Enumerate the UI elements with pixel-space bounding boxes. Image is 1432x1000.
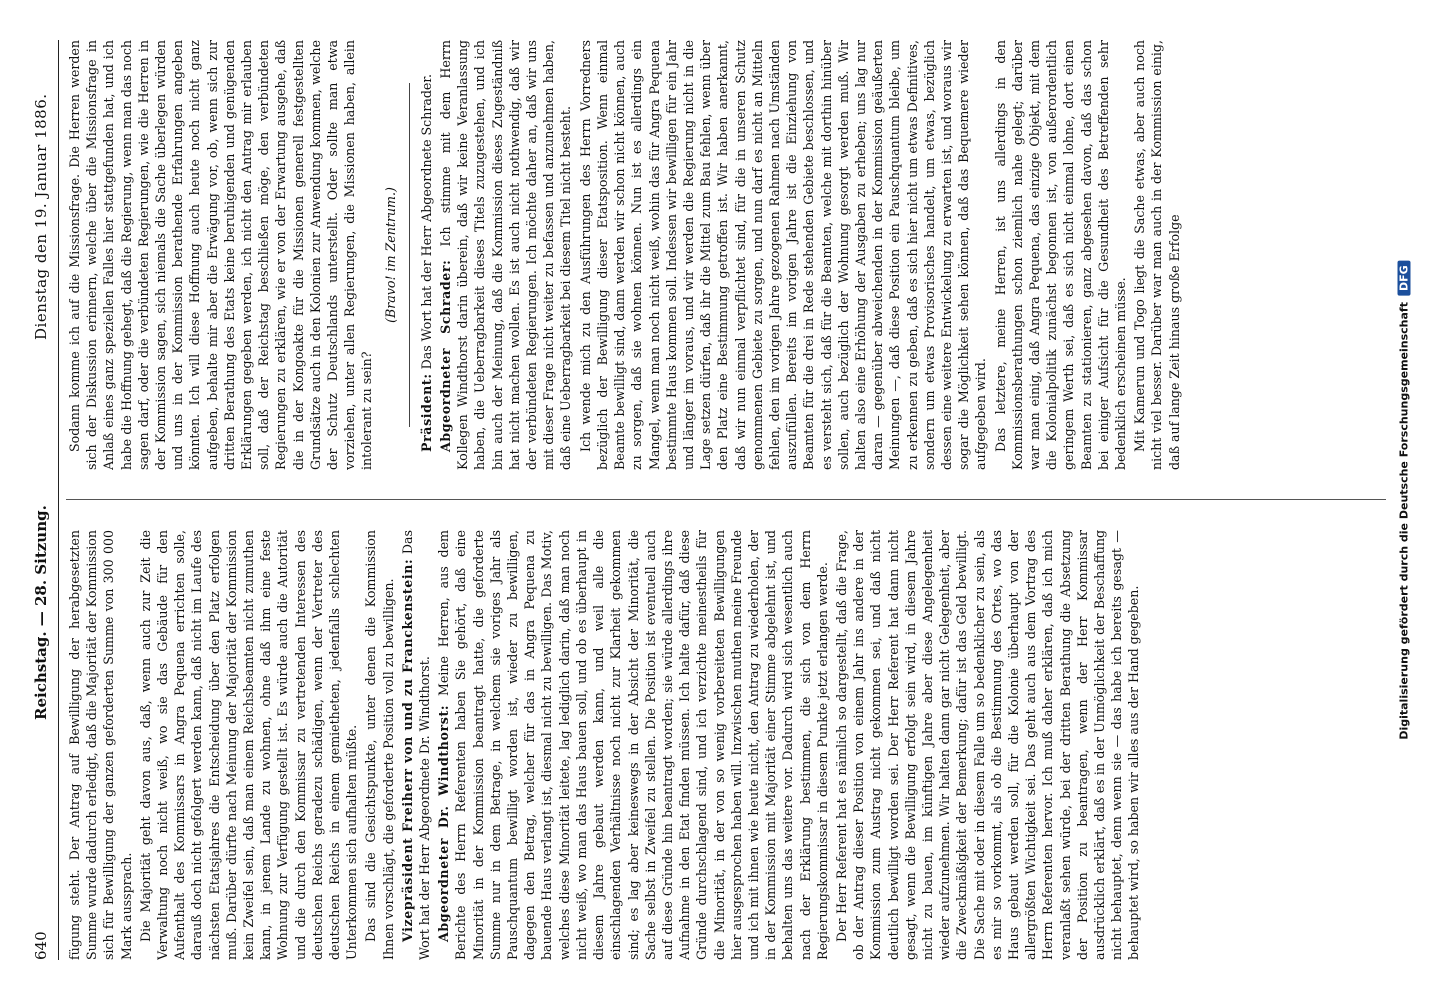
chair-statement: [399, 530, 433, 960]
applause-note: (Bravo! im Zentrum.): [382, 187, 398, 323]
session-date: Dienstag den 19. Januar 1886.: [32, 93, 50, 340]
column-divider: [66, 499, 1386, 500]
right-paragraph-5: Mit Kamerun und Togo liegt die Sache etwas, aber auch noch nicht viel besser. Darüber war man auch in der Kommission einig, daß auf lange Zeit hinaus große Erfolge: [1132, 40, 1182, 470]
right-paragraph-1: Sodann komme ich auf die Missionsfrage. Die Herren werden sich der Diskussion erinnern, welche über die Missionsfrage in Anlaß eines ganz speziellen Falles hier stattgefunden hat, und ich habe die Hoffnung gehegt, daß die Regierung, wenn man das noch sagen darf, oder die verbündeten Regierungen, wie die Herren in der Kommission sagen, sich niemals die Sache überlegen würden und uns in der Kommission berathende Erfahrungen angeben könnten. Ich will diese Hoffnung auch heute noch nicht ganz aufgeben, behalte mir aber die Erwägung vor, ob, wenn sich zur dritten Berathung des Etats keine beruhigenden und genügenden Erklärungen gegeben werden, ich nicht den Antrag mir erlauben soll, daß der Reichstag beschließen möge, den verbündeten Regierungen zu erklären, wie er von der Erwartung ausgehe, daß die in der Kongoakte für die Missionen generell festgestellten Grundsätze auch in den Kolonien zur Anwendung kommen, welche der Schutz Deutschlands unterstellt. Oder sollte man etwa vorziehen, unter allen Regierungen, die Missionen haben, allein intolerant zu sein?: [67, 40, 375, 470]
credit-text: Digitalisierung gefördert durch die Deutsche Forschungsgemeinschaft: [1397, 302, 1411, 740]
right-paragraph-4: Das letztere, meine Herren, ist uns allerdings in den Kommissionsberathungen schon ziemlich nahe gelegt; darüber war man einig, daß Angra Pequena, das einzige Objekt, mit dem die Kolonialpolitik zunächst begonnen ist, von außerordentlich geringem Werth sei, daß es sich nicht einmal lohne, dort einen Beamten zu stationieren, ganz abgesehen davon, daß das schon bei einiger Aufsicht für die Gesundheit des Betreffenden sehr bedenklich erscheinen müsse.: [992, 40, 1128, 470]
president-label: Präsident:: [418, 373, 434, 452]
left-paragraph-2: Die Majorität geht davon aus, daß, wenn auch zur Zeit die Verwaltung noch nicht weiß, wo sie das Gebäude für den Aufenthalt des Kommissars in Angra Pequena errichten solle, darauß doch nicht gefolgert werden kann, daß nicht im Laufe des nächsten Etatsjahres die Entscheidung über den Platz erfolgen muß. Darüber dürfte nach Meinung der Majorität der Kommission kein Zweifel sein, daß man einem Reichsbeamten nicht zumuthen kann, in jenem Lande zu wohnen, ohne daß ihm eine feste Wohnung zur Verfügung gestellt ist. Es würde auch die Autorität und die durch den Kommissar zu vertretenden Interessen des deutschen Reichs geradezu schädigen, wenn der Vertreter des deutschen Reichs in einem gemietheten, jedenfalls schlechten Unterkommen sich aufhalten müßte.: [137, 530, 360, 960]
president-text: Das Wort hat der Herr Abgeordnete Schrader.: [418, 73, 434, 370]
speech-windthorst: [435, 530, 831, 960]
digitization-credit: [1398, 260, 1411, 739]
left-paragraph-referent: Der Herr Referent hat es nämlich so dargestellt, daß die Frage, ob der Antrag dieser Position von einem Jahr ins andere in der Kommission zum Austrag nicht gekommen sei, und daß nicht deutlich bewilligt worden sei. Der Herr Referent hat dann nicht gesagt, wenn die Bewilligung erfolgt sein wird, in diesem Jahre nicht zu bauen, im künftigen Jahre aber diese Angelegenheit wieder aufzunehmen. Wir halten dann gar nicht Gelegenheit, aber die Zweckmäßigkeit der Bemerkung; dafür ist das Geld bewilligt. Die Sache mit oder in diesem Falle um so bedenklicher zu sein, als es mir so vorkommt, als ob die Bestimmung des Ortes, wo das Haus gebaut werden soll, für die Kolonie überhaupt von der allergrößten Wichtigkeit sei. Das geht auch aus dem Vortrag des Herrn Referenten hervor. Ich muß daher erklären, daß ich mich veranlaßt sehen würde, bei der dritten Berathung die Absetzung der Position zu beantragen, wenn der Herr Kommissar ausdrücklich erklärt, daß es in der Unmöglichkeit der Beschaffung nicht behauptet, denn wenn sie — das habe ich bereits gesagt — behauptet wird, so haben wir alles aus der Hand gegeben.: [833, 530, 1142, 960]
speaker-text: Meine Herren, aus dem Berichte des Herrn Referenten haben Sie gehört, daß eine Minorität in der Kommission beantragt hatte, die geforderte Summe nur in dem Betrage, in welchem sie voriges Jahr als Pauschquantum bewilligt worden ist, wieder zu bewilligen, dagegen den Betrag, welcher für das in Angra Pequena zu bauende Haus verlangt ist, diesmal nicht zu bewilligen. Das Motiv, welches diese Minorität leitete, lag lediglich darin, daß man noch nicht weiß, wo man das Haus bauen soll, und ob es überhaupt in diesem Jahre gebaut werden kann, und weil alle die einschlagenden Verhältnisse noch nicht zur Klarheit gekommen sind; es lag aber keineswegs in der Absicht der Minorität, die Sache selbst in Zweifel zu stellen. Die Position ist eventuell auch auf diese Gründe hin beantragt worden; sie würde allerdings ihre Aufnahme in den Etat finden müssen. Ich halte dafür, daß diese Gründe durchschlagend sind, und ich verzichte meinestheils für die Minorität, in der von so wenig vorbereiteten Bewilligungen hier ausgesprochen haben will. Inzwischen muthen meine Freunde und ich mit ihnen wie heute nicht, den Antrag zu wiederholen, der in der Kommission mit Majorität einer Stimme abgelehnt ist, und behalten uns das weitere vor. Dadurch wird sich wesentlich auch nach der Erklärung bestimmen, die sich von dem Herrn Regierungskommissar in diesem Punkte jetzt erlangen werde.: [436, 530, 830, 960]
dfg-logo: DFG: [1398, 260, 1411, 296]
left-column: [66, 530, 1396, 960]
right-column: [66, 40, 1396, 470]
session-title: Reichstag. — 28. Sitzung.: [32, 505, 50, 720]
speech-schrader: [437, 40, 575, 470]
schrader-text: Ich stimme mit dem Herrn Kollegen Windthorst darin überein, daß wir keine Veranlassung haben, die Ueberragbarkeit dieses Titels zuzugestehen, und ich bin auch der Meinung, daß die Kommission dieses Zugeständniß hat nicht machen wollen. Es ist auch nicht nothwendig, daß wir der verbündeten Regierungen. Ich möchte daher an, daß wir uns mit dieser Frage nicht weiter zu befassen und anzunehmen haben, daß eine Ueberragbarkeit bei diesem Titel nicht besteht.: [438, 40, 574, 470]
left-paragraph-1: fügung steht. Der Antrag auf Bewilligung der herabgesetzten Summe wurde dadurch erledigt, daß die Majorität der Kommission sich für Bewilligung der ganzen geforderten Summe von 300 000 Mark aussprach.: [67, 530, 134, 960]
page-number: 640: [32, 931, 50, 960]
speaker-label: Abgeordneter Dr. Windthorst:: [436, 704, 452, 942]
running-header: [32, 40, 54, 960]
schrader-label: Abgeordneter Schrader:: [438, 259, 454, 452]
right-paragraph-3: Ich wende mich zu den Ausführungen des Herrn Vorredners bezüglich der Bewilligung dieser Etatsposition. Wenn einmal Beamte bewilligt sind, dann werden wir schon nicht können, auch zu sorgen, daß sie wohnen können. Nun ist es allerdings ein Mangel, wenn man noch nicht weiß, wohin das für Angra Pequena bestimmte Haus kommen soll. Indessen wir bewilligen für ein Jahr und länger im voraus, und wir werden die Regierung nicht in die Lage setzen dürfen, daß ihr die Mittel zum Bau fehlen, wenn über den Platz eine Bestimmung getroffen ist. Wir haben anerkannt, daß wir nun einmal verpflichtet sind, für die in unseren Schutz genommenen Gebiete zu sorgen, und nun darf es nicht an Mitteln fehlen, den im vorigen Jahre gezogenen Rahmen nach Umständen auszufüllen. Bereits im vorigen Jahre ist die Einziehung von Beamten für die drei in Rede stehenden Gebiete beschlossen, und es versteht sich, daß für die Beamten, welche mit dorthin hinüber sollen, auch bezüglich der Wohnung gesorgt werden muß. Wir halten also eine Erhöhung der Ausgaben zu erheben; uns lag nur daran — gegenüber abweichenden in der Kommission geäußerten Meinungen —, daß diese Position ein Pauschquantum bleibe, um zu erkennen zu geben, daß es sich hier nicht um etwas Definitives, sondern um etwas Provisorisches handelt, um etwas, bezüglich dessen eine weitere Entwickelung zu erwarten ist, und woraus wir sogar die Möglichkeit sehen können, daß das Bequemere wieder aufgegeben wird.: [577, 40, 989, 470]
president-statement: [418, 40, 435, 470]
chair-label: Vizepräsident Freiherr von und zu Franckenstein:: [399, 558, 415, 942]
left-paragraph-3: Das sind die Gesichtspunkte, unter denen die Kommission Ihnen vorschlägt, die geforderte Position voll zu bewilligen.: [363, 530, 396, 960]
chair-text: Das Wort hat der Herr Abgeordnete Dr. Windthorst.: [399, 530, 433, 960]
section-rule: [409, 83, 410, 427]
header-rule: [58, 40, 59, 960]
